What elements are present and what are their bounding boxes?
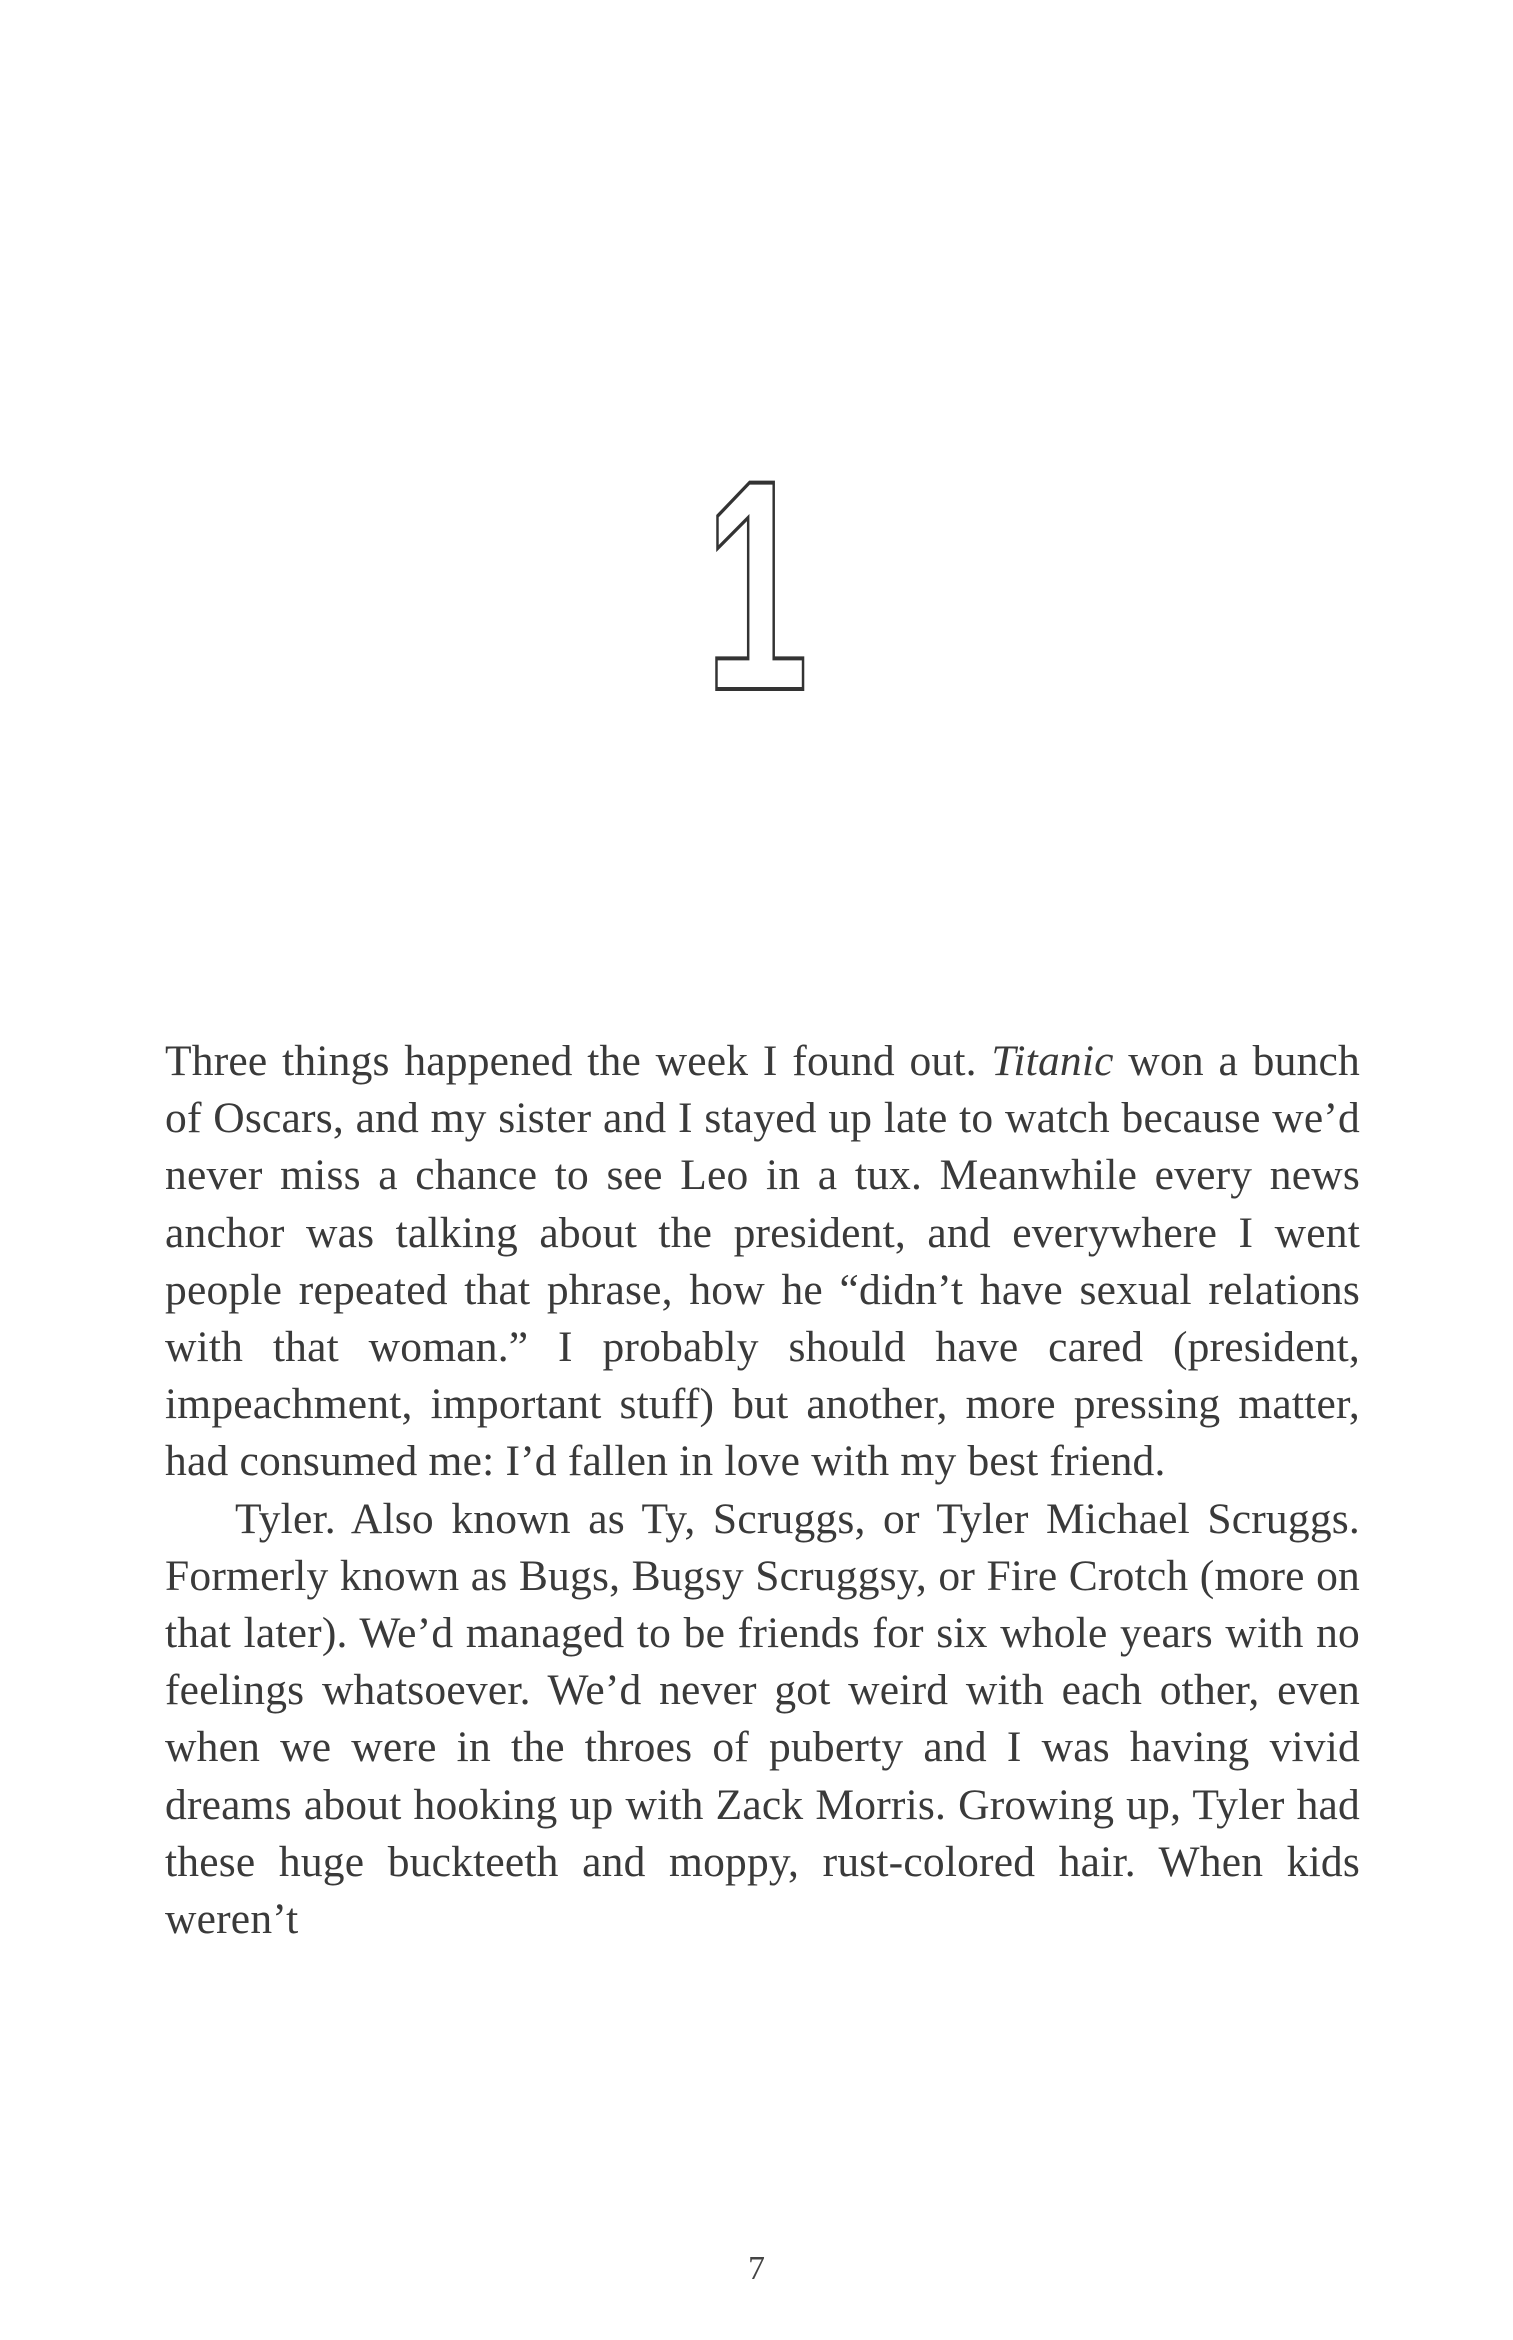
paragraph-2: Tyler. Also known as Ty, Scruggs, or Tyler Michael Scruggs. Formerly known as Bugs, Bugsy Scruggsy, or Fire Crotch (more on that later). We’d managed to be friends for six whole years with no feelings whatsoever. We’d never got weird with each other, even when we were in the throes of puberty and I was having vivid dreams about hooking up with Zack Morris. Growing up, Tyler had these huge buckteeth and moppy, rust-colored hair. When kids weren’t: [165, 1494, 1360, 1944]
chapter-number: 1: [704, 417, 809, 753]
paragraph-1-lead: Three things happened the week I found out.: [165, 1037, 992, 1085]
book-title-titanic: Titanic: [991, 1037, 1114, 1085]
paragraph-1-rest: won a bunch of Oscars, and my sister and I stayed up late to watch because we’d never miss a chance to see Leo in a tux. Meanwhile every news anchor was talking about the president, and everywhere I went people repeated that phrase, how he “didn’t have sexual relations with that woman.” I probably should have cared (president, impeachment, important stuff) but another, more pressing matter, had consumed me: I’d fallen in love with my best friend.: [165, 1037, 1360, 1486]
page-number: 7: [748, 2250, 765, 2287]
paragraph-1: [165, 1033, 1360, 1491]
body-text: [165, 1033, 1360, 1948]
